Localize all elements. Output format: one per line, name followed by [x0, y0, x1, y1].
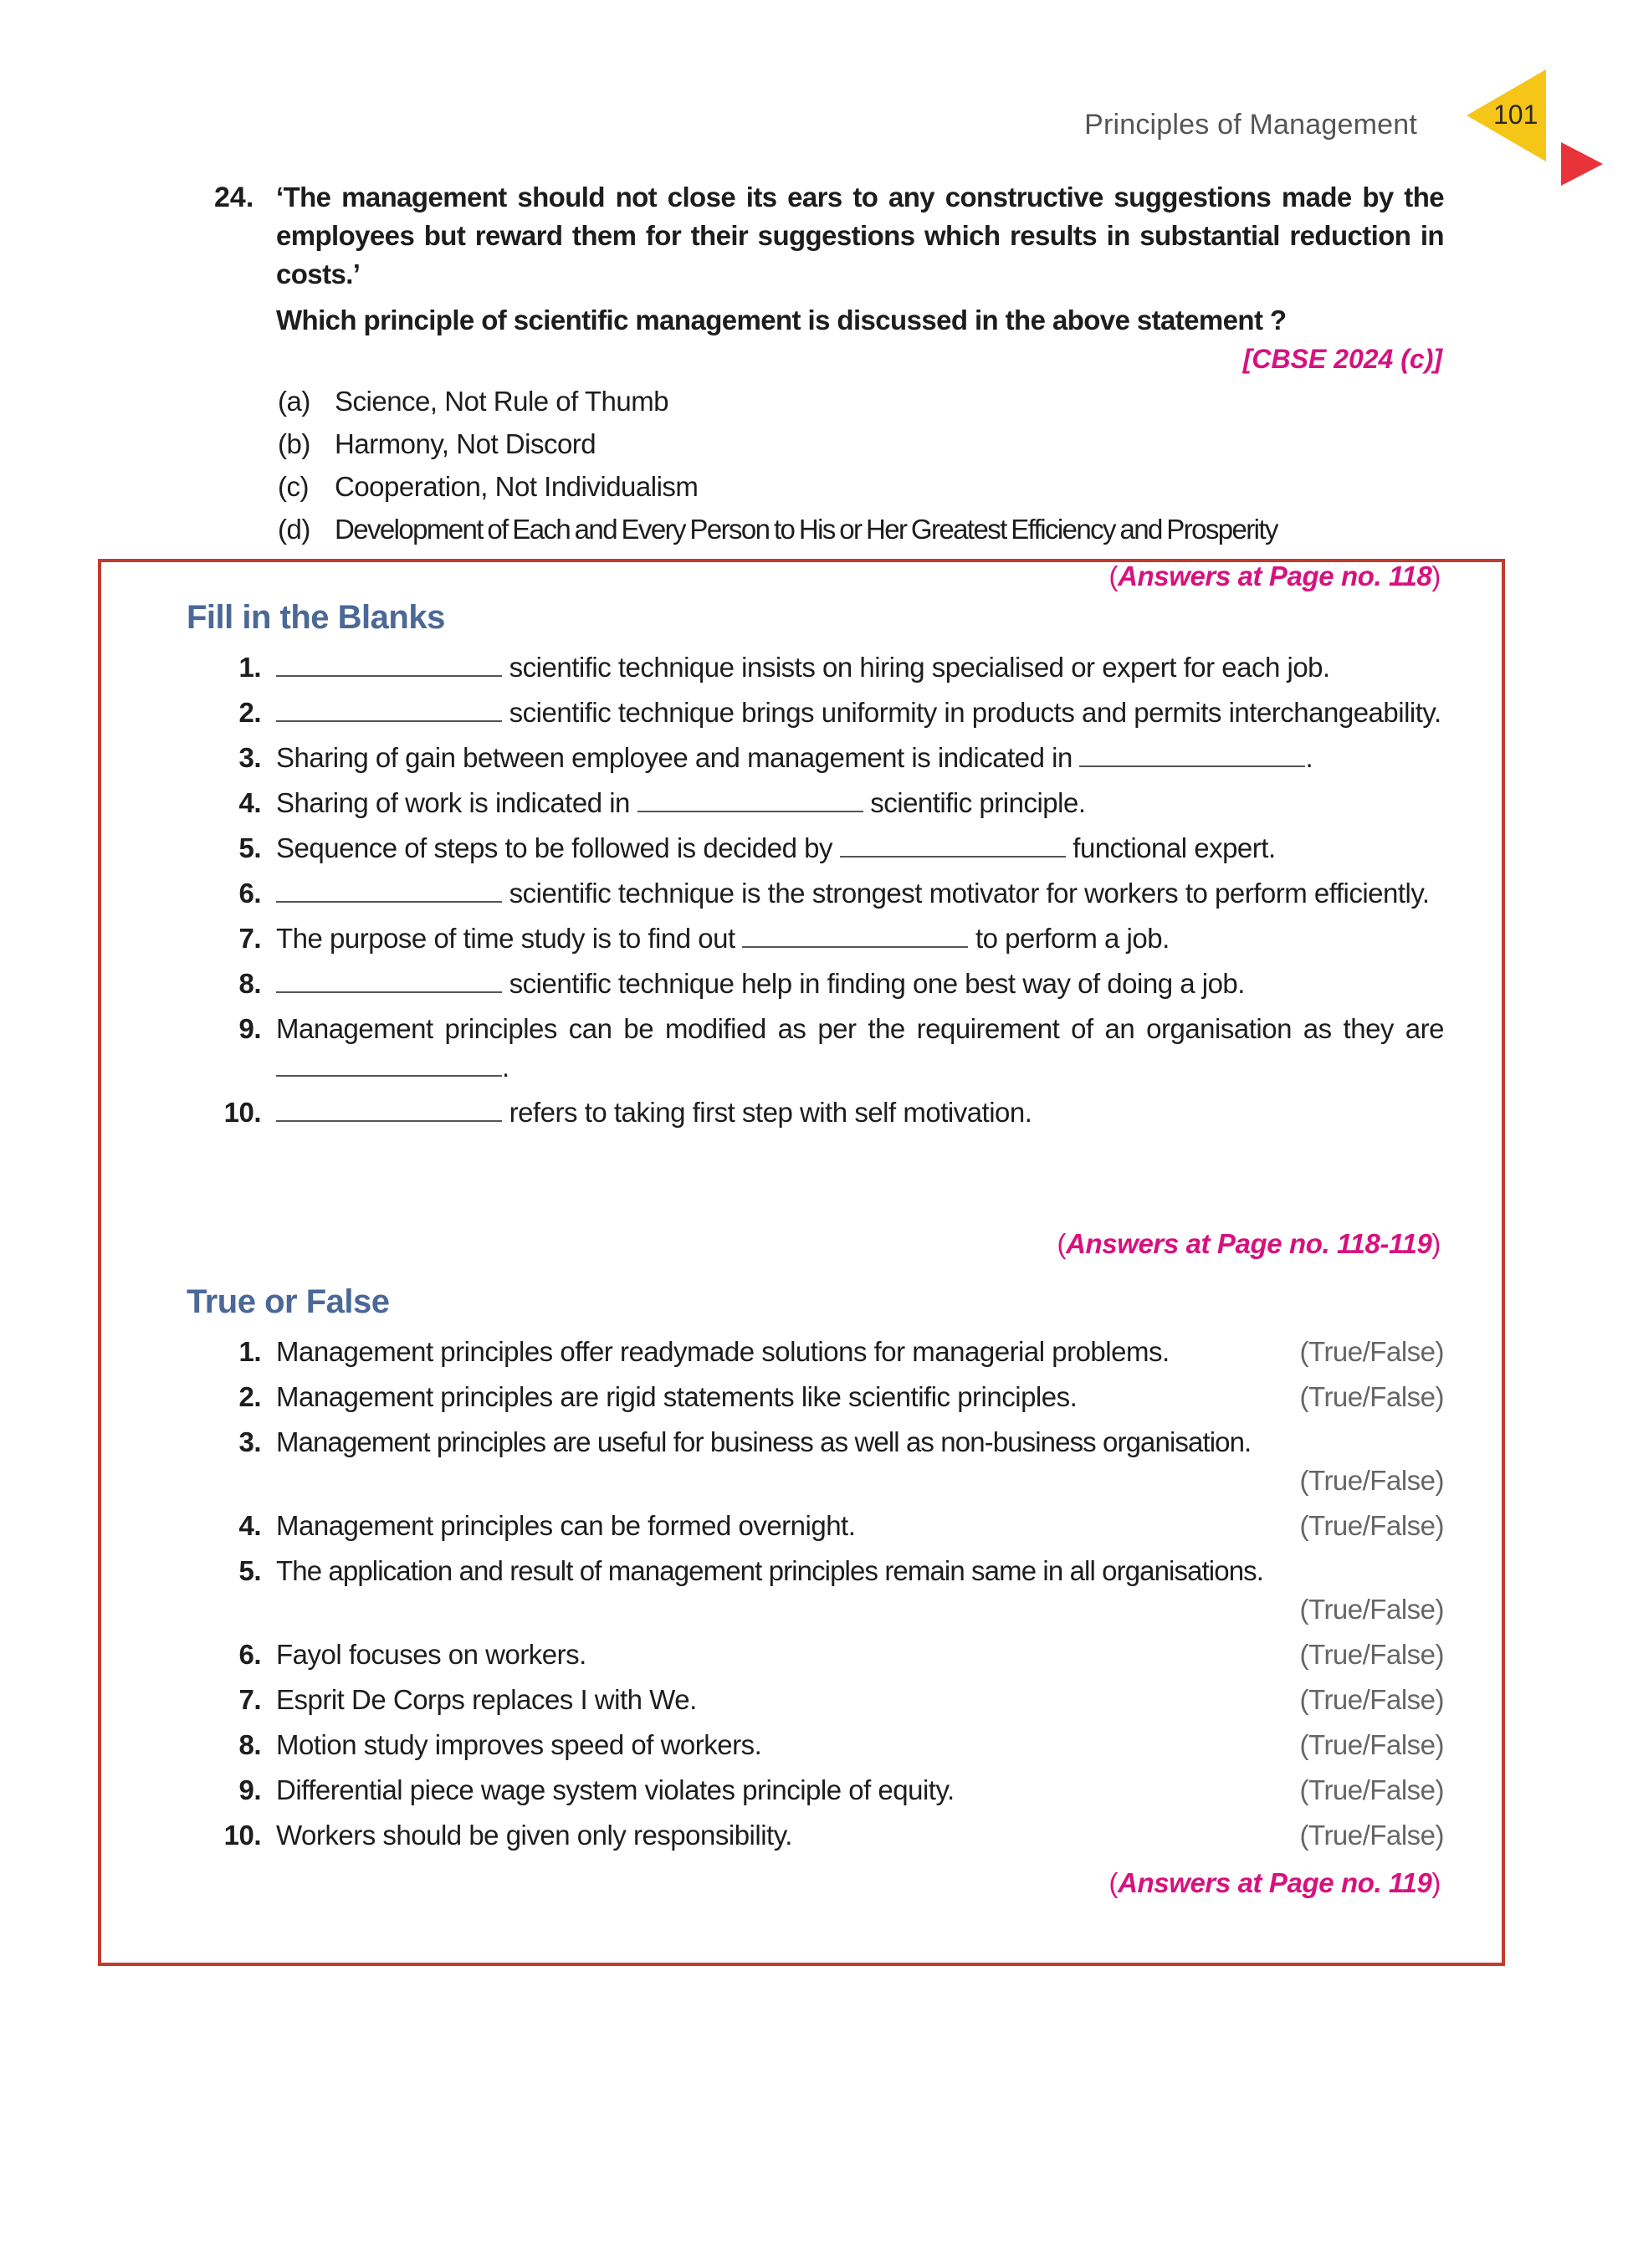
- item-text: Workers should be given only responsibility.: [276, 1820, 792, 1851]
- item-text: [276, 1093, 1444, 1132]
- option-text: Science, Not Rule of Thumb: [335, 386, 669, 417]
- true-false-choice: (True/False): [1299, 1381, 1444, 1412]
- paren-close: ): [1431, 1228, 1441, 1259]
- true-false-choice: (True/False): [1299, 1820, 1444, 1851]
- true-or-false-answers-reference: [1108, 1864, 1441, 1902]
- item-text: Management principles can be formed overnight.: [276, 1510, 856, 1541]
- fill-in-blank-item: [214, 739, 1444, 777]
- item-text: [276, 829, 1444, 868]
- text-after-blank: .: [502, 1052, 509, 1083]
- true-false-item: [214, 1636, 1444, 1674]
- item-text: Motion study improves speed of workers.: [276, 1729, 762, 1760]
- item-number: 4.: [238, 787, 261, 818]
- fill-in-blanks-heading: Fill in the Blanks: [187, 599, 445, 636]
- item-number: 9.: [238, 1774, 261, 1805]
- text-after-blank: .: [1305, 742, 1313, 773]
- true-false-item: [214, 1681, 1444, 1719]
- page-header: [1042, 67, 1628, 167]
- item-text: [276, 784, 1444, 822]
- page-number-badge: [1467, 69, 1550, 161]
- item-row: [276, 1681, 1444, 1719]
- item-number: 1.: [238, 652, 261, 683]
- text-after-blank: scientific technique insists on hiring specialised or expert for each job.: [502, 652, 1330, 683]
- true-false-choice: (True/False): [1299, 1729, 1444, 1760]
- item-text: [276, 648, 1444, 687]
- true-false-item: [214, 1771, 1444, 1810]
- blank-line: [276, 1095, 502, 1122]
- text-after-blank: refers to taking first step with self motivation.: [502, 1097, 1032, 1128]
- blank-line: [276, 876, 502, 903]
- fill-in-blank-item: [214, 874, 1444, 913]
- text-before-blank: Sharing of work is indicated in: [276, 787, 637, 818]
- answers-reference-text: Answers at Page no. 118: [1118, 561, 1432, 591]
- text-before-blank: Management principles can be modified as per the requirement of an organisation as they are: [276, 1013, 1444, 1044]
- fill-in-blank-item: [214, 784, 1444, 822]
- question-24: [214, 178, 1444, 550]
- item-number: 7.: [238, 1684, 261, 1715]
- option-label: (d): [278, 514, 310, 545]
- true-false-item: [214, 1552, 1444, 1629]
- fill-in-blank-item: [214, 1010, 1444, 1087]
- item-text: [276, 919, 1444, 958]
- option-label: (a): [278, 386, 310, 417]
- item-text: Fayol focuses on workers.: [276, 1639, 586, 1670]
- fill-in-blank-item: [214, 1093, 1444, 1132]
- option-d: [278, 508, 1444, 550]
- question-statement: ‘The management should not close its ears to any constructive suggestions made by the employees but reward them for their suggestions which results in substantial reduction in costs.’: [276, 182, 1444, 289]
- item-text: Differential piece wage system violates principle of equity.: [276, 1774, 955, 1805]
- options-list: [278, 380, 1444, 550]
- item-text: Management principles are rigid statements like scientific principles.: [276, 1381, 1078, 1412]
- paren-close: ): [1431, 561, 1441, 591]
- item-row: [276, 1771, 1444, 1810]
- item-number: 10.: [223, 1820, 261, 1851]
- text-after-blank: to perform a job.: [968, 923, 1170, 954]
- true-or-false-heading: True or False: [187, 1283, 390, 1320]
- item-number: 1.: [238, 1336, 261, 1367]
- text-after-blank: scientific technique help in finding one best way of doing a job.: [502, 968, 1245, 999]
- true-false-item: [214, 1816, 1444, 1855]
- paren-close: ): [1431, 1867, 1441, 1898]
- item-text: Management principles offer readymade solutions for managerial problems.: [276, 1336, 1170, 1367]
- item-row: [276, 1333, 1444, 1371]
- item-number: 6.: [238, 878, 261, 909]
- mcq-answers-reference: [1108, 557, 1441, 596]
- item-number: 5.: [238, 1555, 261, 1586]
- item-text: [276, 874, 1444, 913]
- option-b: [278, 422, 1444, 465]
- item-number: 2.: [238, 697, 261, 728]
- item-row: [276, 1378, 1444, 1416]
- true-false-choice: (True/False): [1299, 1594, 1444, 1625]
- true-false-choice: (True/False): [1299, 1465, 1444, 1496]
- blank-line: [276, 1050, 502, 1077]
- blank-line: [276, 650, 502, 677]
- item-text: [276, 739, 1444, 777]
- true-false-choice: (True/False): [1299, 1639, 1444, 1670]
- blank-line: [1079, 740, 1305, 767]
- red-triangle-icon: [1561, 142, 1603, 186]
- item-number: 9.: [238, 1013, 261, 1044]
- option-text: Harmony, Not Discord: [335, 428, 596, 459]
- item-number: 5.: [238, 832, 261, 863]
- paren-open: (: [1108, 561, 1119, 591]
- fill-in-blank-item: [214, 919, 1444, 958]
- item-number: 3.: [238, 1426, 261, 1457]
- item-number: 4.: [238, 1510, 261, 1541]
- item-row: [276, 1507, 1444, 1545]
- book-title: Principles of Management: [1084, 109, 1417, 141]
- text-after-blank: scientific principle.: [863, 787, 1086, 818]
- text-before-blank: Sequence of steps to be followed is decided by: [276, 832, 840, 863]
- item-row: [276, 1816, 1444, 1855]
- answers-reference-text: Answers at Page no. 118-119: [1066, 1228, 1432, 1259]
- item-number: 10.: [223, 1097, 261, 1128]
- true-false-choice: (True/False): [1299, 1336, 1444, 1367]
- item-text: Management principles are useful for business as well as non-business organisation.: [276, 1426, 1252, 1457]
- blank-line: [637, 786, 863, 812]
- fill-in-blank-item: [214, 829, 1444, 868]
- true-false-item: [214, 1726, 1444, 1764]
- item-number: 8.: [238, 968, 261, 999]
- item-number: 2.: [238, 1381, 261, 1412]
- item-text: The application and result of management principles remain same in all organisations.: [276, 1555, 1264, 1586]
- blank-line: [840, 831, 1066, 858]
- true-false-choice: (True/False): [1299, 1510, 1444, 1541]
- question-prompt: Which principle of scientific management is discussed in the above statement ?: [276, 305, 1287, 335]
- blank-line: [276, 695, 502, 722]
- option-a: [278, 380, 1444, 422]
- blank-line: [742, 921, 968, 948]
- option-label: (b): [278, 428, 310, 459]
- text-before-blank: The purpose of time study is to find out: [276, 923, 743, 954]
- item-number: 7.: [238, 923, 261, 954]
- fill-in-blanks-answers-reference: [1057, 1225, 1441, 1263]
- option-c: [278, 465, 1444, 508]
- fill-in-blanks-list: [214, 648, 1444, 1139]
- true-false-item: [214, 1507, 1444, 1545]
- item-text: [276, 965, 1444, 1003]
- fill-in-blank-item: [214, 965, 1444, 1003]
- paren-open: (: [1108, 1867, 1119, 1898]
- option-text: Development of Each and Every Person to His or Her Greatest Efficiency and Prosperity: [335, 514, 1277, 545]
- option-text: Cooperation, Not Individualism: [335, 471, 699, 502]
- text-after-blank: scientific technique is the strongest motivator for workers to perform efficiently.: [502, 878, 1430, 909]
- true-false-item: [214, 1423, 1444, 1500]
- option-label: (c): [278, 471, 309, 502]
- item-text: [276, 1010, 1444, 1087]
- true-or-false-list: [214, 1333, 1444, 1861]
- text-before-blank: Sharing of gain between employee and management is indicated in: [276, 742, 1080, 773]
- item-text: Esprit De Corps replaces I with We.: [276, 1684, 697, 1715]
- page-number: 101: [1493, 100, 1538, 130]
- source-tag: [CBSE 2024 (c)]: [1242, 344, 1442, 374]
- text-after-blank: functional expert.: [1065, 832, 1276, 863]
- text-after-blank: scientific technique brings uniformity in products and permits interchangeability.: [502, 697, 1441, 728]
- blank-line: [276, 966, 502, 993]
- item-number: 8.: [238, 1729, 261, 1760]
- true-false-choice: (True/False): [1299, 1684, 1444, 1715]
- answers-reference-text: Answers at Page no. 119: [1118, 1867, 1432, 1898]
- true-false-item: [214, 1378, 1444, 1416]
- fill-in-blank-item: [214, 694, 1444, 732]
- true-false-choice: (True/False): [1299, 1774, 1444, 1805]
- question-number: 24.: [214, 182, 254, 213]
- paren-open: (: [1057, 1228, 1067, 1259]
- true-false-item: [214, 1333, 1444, 1371]
- fill-in-blank-item: [214, 648, 1444, 687]
- item-row: [276, 1636, 1444, 1674]
- item-text: [276, 694, 1444, 732]
- item-number: 3.: [238, 742, 261, 773]
- item-number: 6.: [238, 1639, 261, 1670]
- item-row: [276, 1726, 1444, 1764]
